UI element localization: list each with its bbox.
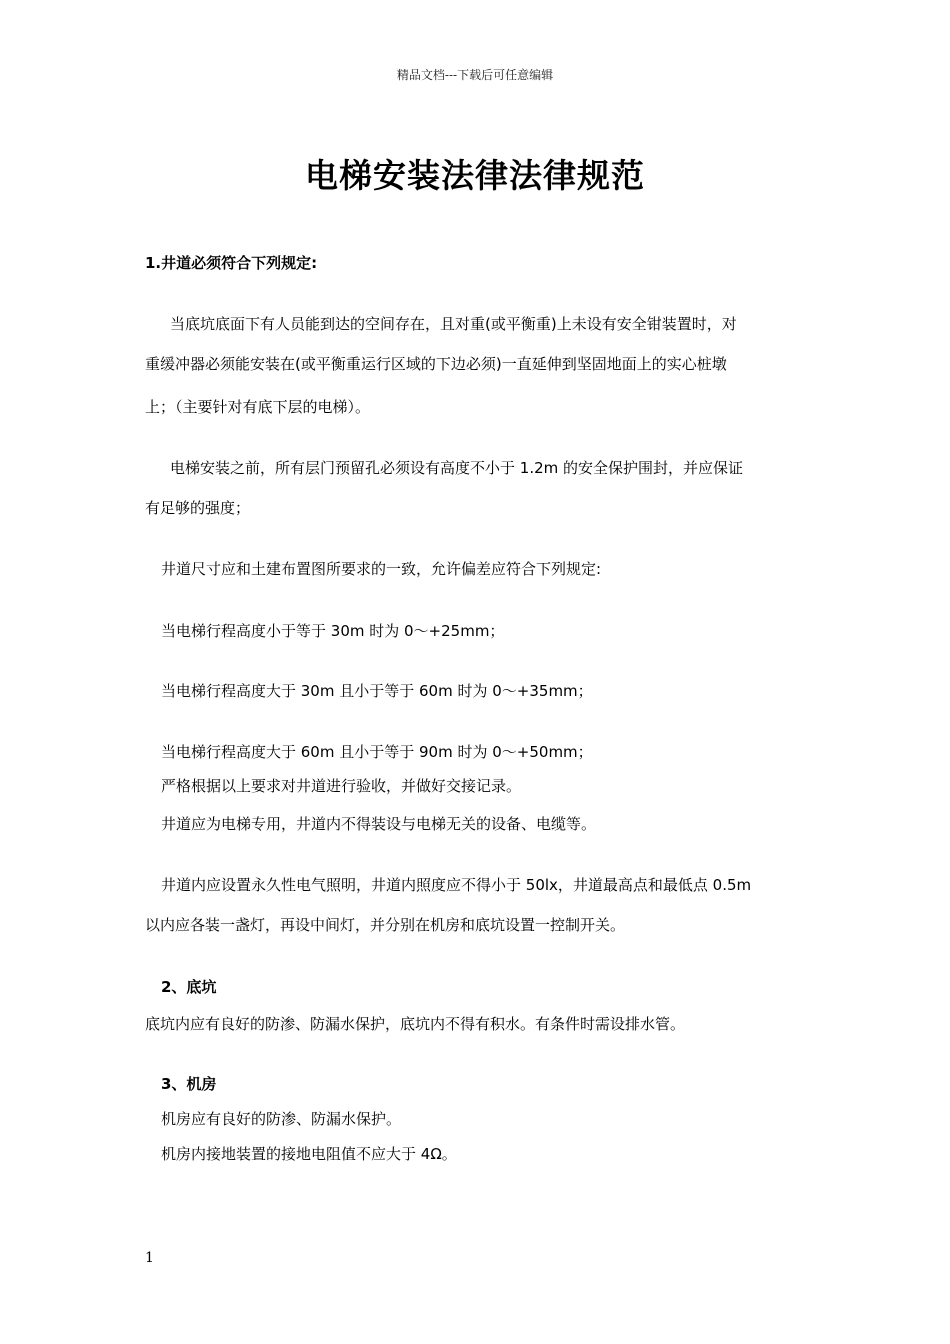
paragraph-9-line-2: 以内应各装一盏灯，再设中间灯，并分别在机房和底坑设置一控制开关。: [145, 916, 626, 934]
paragraph-6: 当电梯行程高度大于 60m 且小于等于 90m 时为 0～+50mm；: [161, 743, 593, 761]
section-3-heading: 3、机房: [161, 1075, 217, 1093]
page-number: 1: [145, 1250, 154, 1266]
paragraph-9-line-1: 井道内应设置永久性电气照明，井道内照度应不得小于 50lx，井道最高点和最低点 0.5m: [161, 876, 752, 894]
section-2-heading: 2、底坑: [161, 978, 217, 996]
paragraph-5: 当电梯行程高度大于 30m 且小于等于 60m 时为 0～+35mm；: [161, 682, 593, 700]
paragraph-10: 底坑内应有良好的防渗、防漏水保护，底坑内不得有积水。有条件时需设排水管。: [145, 1015, 686, 1033]
paragraph-2-line-2: 有足够的强度；: [145, 499, 251, 517]
paragraph-3: 井道尺寸应和土建布置图所要求的一致，允许偏差应符合下列规定:: [161, 560, 602, 578]
paragraph-11: 机房应有良好的防渗、防漏水保护。: [161, 1110, 402, 1128]
paragraph-1-line-3: 上；（主要针对有底下层的电梯）。: [145, 398, 371, 416]
page-header: 精品文档---下载后可任意编辑: [396, 68, 554, 82]
section-1-heading: 1.井道必须符合下列规定:: [145, 254, 318, 272]
paragraph-2-line-1: 电梯安装之前，所有层门预留孔必须设有高度不小于 1.2m 的安全保护围封，并应保证: [170, 459, 744, 477]
document-title: 电梯安装法律法律规范: [305, 156, 645, 195]
paragraph-1-line-1: 当底坑底面下有人员能到达的空间存在，且对重(或平衡重)上未设有安全钳装置时，对: [170, 315, 737, 333]
paragraph-1-line-2: 重缓冲器必须能安装在(或平衡重运行区域的下边必须)一直延伸到坚固地面上的实心桩墩: [145, 355, 727, 373]
paragraph-4: 当电梯行程高度小于等于 30m 时为 0～+25mm；: [161, 622, 505, 640]
paragraph-12: 机房内接地装置的接地电阻值不应大于 4Ω。: [161, 1145, 457, 1163]
paragraph-7: 严格根据以上要求对井道进行验收，并做好交接记录。: [161, 777, 522, 795]
paragraph-8: 井道应为电梯专用，井道内不得装设与电梯无关的设备、电缆等。: [161, 815, 597, 833]
